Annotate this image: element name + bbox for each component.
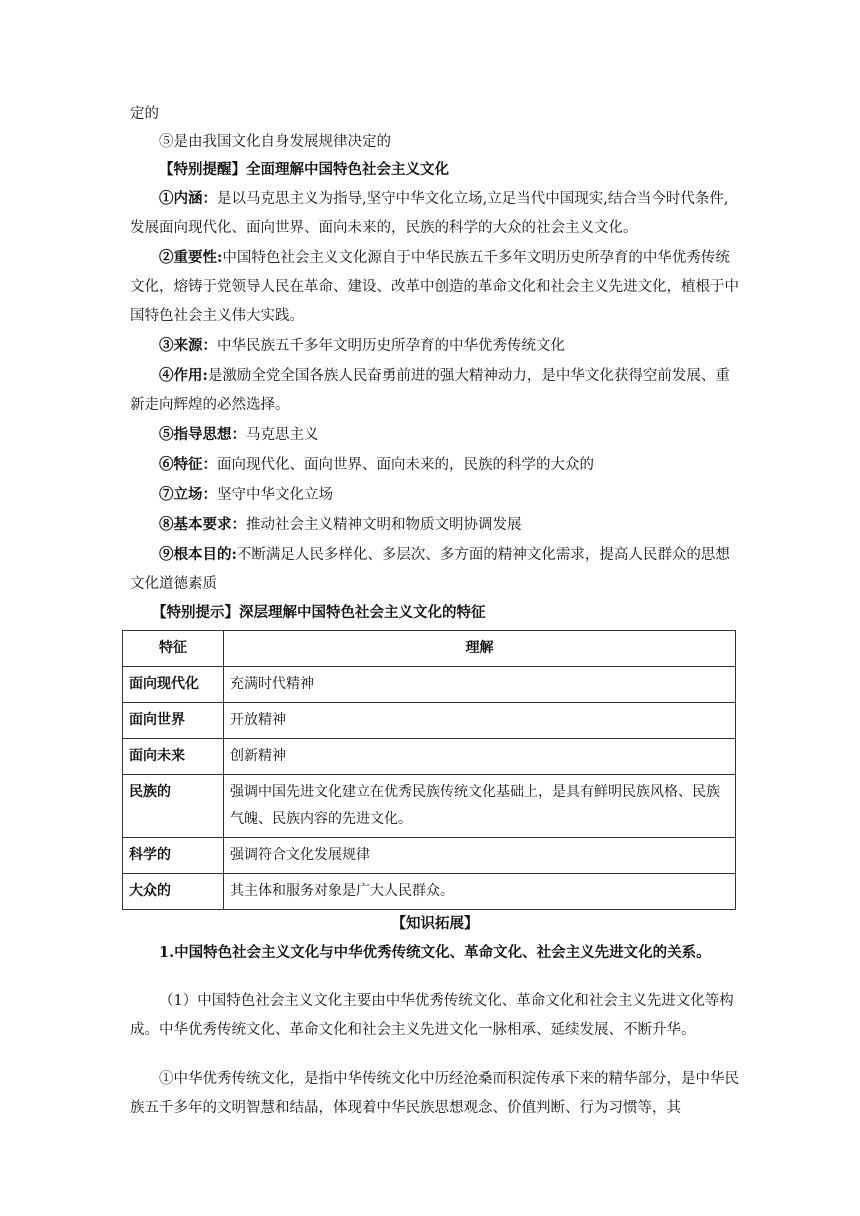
- item-label: ④作用:: [159, 367, 208, 384]
- item-text: 坚守中华文化立场: [217, 487, 333, 503]
- item-text: 面向现代化、面向世界、面向未来的，民族的科学的大众的: [217, 457, 594, 473]
- extension-heading: 【知识拓展】: [391, 915, 479, 932]
- table-cell-feature: 面向未来: [123, 739, 224, 775]
- item-text: 中国特色社会主义文化源自于中华民族五千多年文明历史所孕育的中华优秀传统文化，熔铸于党领导人民在革命、建设、改革中创造的革命文化和社会主义先进文化，植根于中国特色社会主义伟大实践。: [130, 250, 739, 324]
- column-header-meaning: 理解: [224, 631, 736, 667]
- table-cell-meaning: 其主体和服务对象是广大人民群众。: [224, 874, 736, 910]
- item-text: 不断满足人民多样化、多层次、多方面的精神文化需求，提高人民群众的思想文化道德素质: [130, 547, 730, 592]
- table-cell-feature: 面向现代化: [123, 667, 224, 703]
- table-row: [123, 739, 736, 775]
- reminder-item-fundamental-purpose: [130, 540, 740, 599]
- item-label: ①内涵：: [159, 190, 217, 207]
- table-row: [123, 874, 736, 910]
- reminder-item-basic-requirement: [130, 510, 740, 540]
- table-cell-meaning: 开放精神: [224, 703, 736, 739]
- extension-paragraph-2: ①中华优秀传统文化，是指中华传统文化中历经沧桑而积淀传承下来的精华部分，是中华民族五千多年的文明智慧和结晶，体现着中华民族思想观念、价值判断、行为习惯等，其: [130, 1071, 739, 1116]
- item-label: ②重要性:: [159, 249, 223, 266]
- reminder-item-connotation: [130, 184, 740, 243]
- spacer: [130, 1045, 740, 1065]
- table-cell-meaning: 强调中国先进文化建立在优秀民族传统文化基础上，是具有鲜明民族风格、民族气魄、民族内容的先进文化。: [224, 775, 736, 838]
- extension-subheading: 1.中国特色社会主义文化与中华优秀传统文化、革命文化、社会主义先进文化的关系。: [159, 944, 711, 961]
- item-text: 是以马克思主义为指导,坚守中华文化立场,立足当代中国现实,结合当今时代条件,发展面向现代化、面向世界、面向未来的，民族的科学的大众的社会主义文化。: [130, 191, 729, 236]
- item-text: 推动社会主义精神文明和物质文明协调发展: [246, 517, 522, 533]
- item-label: ⑨根本目的:: [159, 546, 237, 563]
- reminder-item-importance: [130, 243, 740, 331]
- item-label: ⑤指导思想：: [159, 426, 246, 443]
- item-label: ⑧基本要求：: [159, 516, 246, 533]
- document-body: [130, 100, 740, 1123]
- reminder-heading: 【特别提醒】全面理解中国特色社会主义文化: [159, 161, 449, 178]
- list-item-5: ⑤是由我国文化自身发展规律决定的: [159, 134, 391, 150]
- table-cell-feature: 科学的: [123, 838, 224, 874]
- reminder-item-stance: [130, 480, 740, 510]
- reminder-item-source: [130, 331, 740, 361]
- table-cell-feature: 大众的: [123, 874, 224, 910]
- item-text: 马克思主义: [246, 427, 319, 443]
- table-header-row: [123, 631, 736, 667]
- reminder-item-features: [130, 450, 740, 480]
- item-label: ⑥特征：: [159, 456, 217, 473]
- reminder-item-guiding-thought: [130, 420, 740, 450]
- table-cell-feature: 面向世界: [123, 703, 224, 739]
- table-row: [123, 775, 736, 838]
- table-cell-feature: 民族的: [123, 775, 224, 838]
- reminder-item-role: [130, 361, 740, 420]
- spacer: [130, 967, 740, 987]
- table-cell-meaning: 充满时代精神: [224, 667, 736, 703]
- table-row: [123, 838, 736, 874]
- item-label: ⑦立场：: [159, 486, 217, 503]
- text-fragment: 定的: [130, 106, 159, 122]
- item-text: 是激励全党全国各族人民奋勇前进的强大精神动力，是中华文化获得空前发展、重新走向辉煌的必然选择。: [130, 368, 730, 413]
- column-header-feature: 特征: [123, 631, 224, 667]
- features-table: [122, 630, 736, 910]
- table-row: [123, 667, 736, 703]
- tip-heading: 【特别提示】深层理解中国特色社会主义文化的特征: [152, 604, 486, 621]
- item-text: 中华民族五千多年文明历史所孕育的中华优秀传统文化: [217, 338, 565, 354]
- extension-paragraph-1: （1）中国特色社会主义文化主要由中华优秀传统文化、革命文化和社会主义先进文化等构成。中华优秀传统文化、革命文化和社会主义先进文化一脉相承、延续发展、不断升华。: [130, 993, 734, 1038]
- table-cell-meaning: 创新精神: [224, 739, 736, 775]
- table-cell-meaning: 强调符合文化发展规律: [224, 838, 736, 874]
- item-label: ③来源：: [159, 337, 217, 354]
- table-row: [123, 703, 736, 739]
